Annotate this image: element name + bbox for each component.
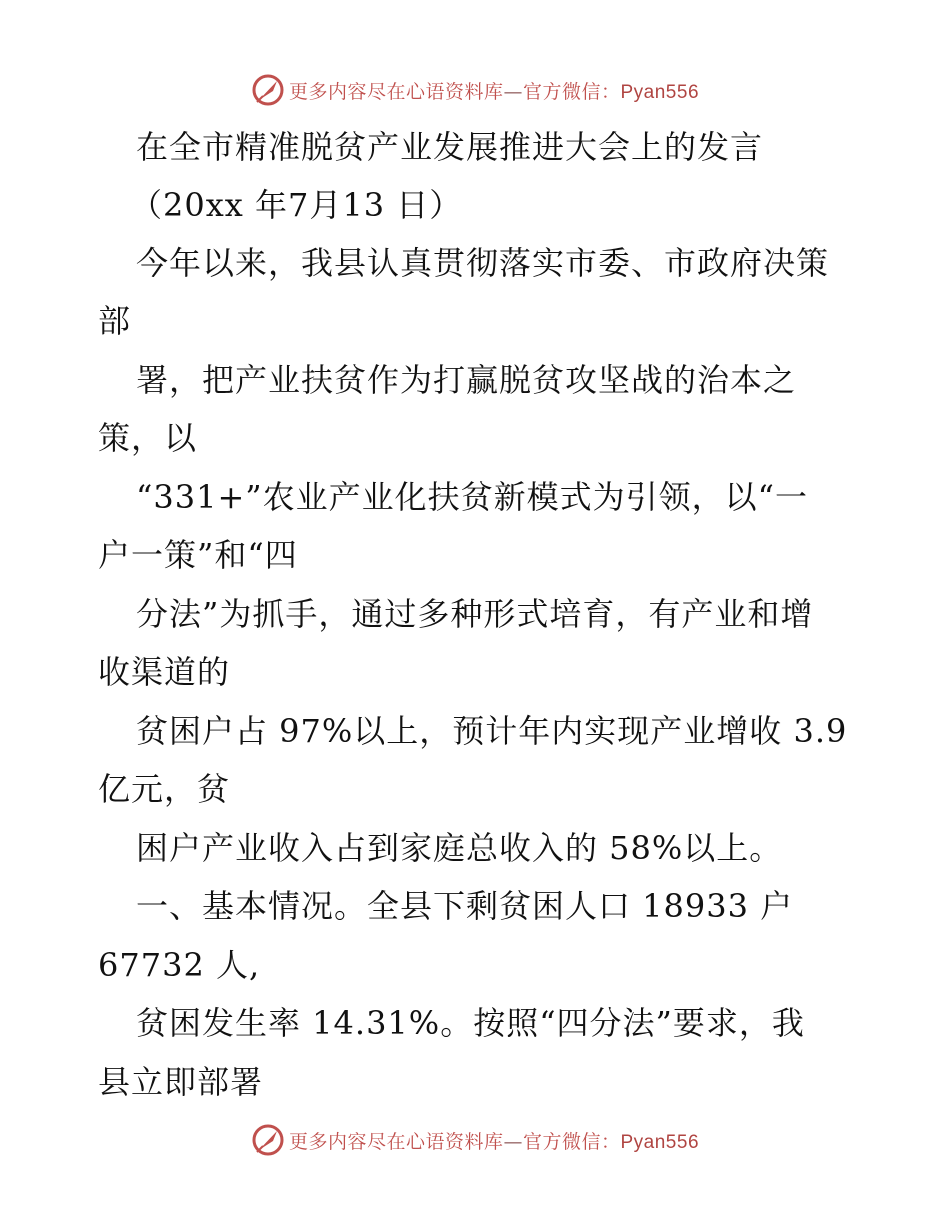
quill-pen-circle-icon [251,73,285,107]
watermark-site-text: 更多内容尽在心语资料库 [288,80,504,103]
paragraph-line: 策，以 [98,419,198,457]
watermark-wechat-label: 官方微信： [522,80,621,103]
paragraph-line: 户一策”和“四 [98,536,298,574]
section-heading-line: 一、基本情况。全县下剩贫困人口 18933 户 [136,887,794,925]
watermark-wechat-id: Pyan556 [620,81,700,103]
header-watermark [0,70,950,110]
watermark-wechat-id: Pyan556 [620,1131,700,1153]
paragraph-line: 贫困发生率 14.31%。按照“四分法”要求，我 [136,1004,805,1042]
watermark-separator: — [503,1130,523,1153]
watermark-site-text: 更多内容尽在心语资料库 [288,1130,504,1153]
paragraph-line: 部 [98,302,132,340]
paragraph-line: 今年以来，我县认真贯彻落实市委、市政府决策 [136,244,830,282]
paragraph-line: 困户产业收入占到家庭总收入的 58%以上。 [136,829,783,867]
paragraph-line: 贫困户占 97%以上，预计年内实现产业增收 3.9 [136,712,848,750]
paragraph-line: “331+”农业产业化扶贫新模式为引领，以“一 [136,478,808,516]
document-date: （20xx 年7月13 日） [130,186,463,224]
paragraph-line: 67732 人, [98,946,261,984]
document-title: 在全市精准脱贫产业发展推进大会上的发言 [136,128,764,166]
footer-watermark [0,1120,950,1160]
paragraph-line: 亿元，贫 [98,770,231,808]
paragraph-line: 署，把产业扶贫作为打赢脱贫攻坚战的治本之 [136,361,797,399]
quill-pen-circle-icon [251,1123,285,1157]
paragraph-line: 分法”为抓手，通过多种形式培育，有产业和增 [136,595,814,633]
paragraph-line: 县立即部署 [98,1063,264,1101]
watermark-wechat-label: 官方微信： [522,1130,621,1153]
watermark-separator: — [503,80,523,103]
paragraph-line: 收渠道的 [98,653,231,691]
